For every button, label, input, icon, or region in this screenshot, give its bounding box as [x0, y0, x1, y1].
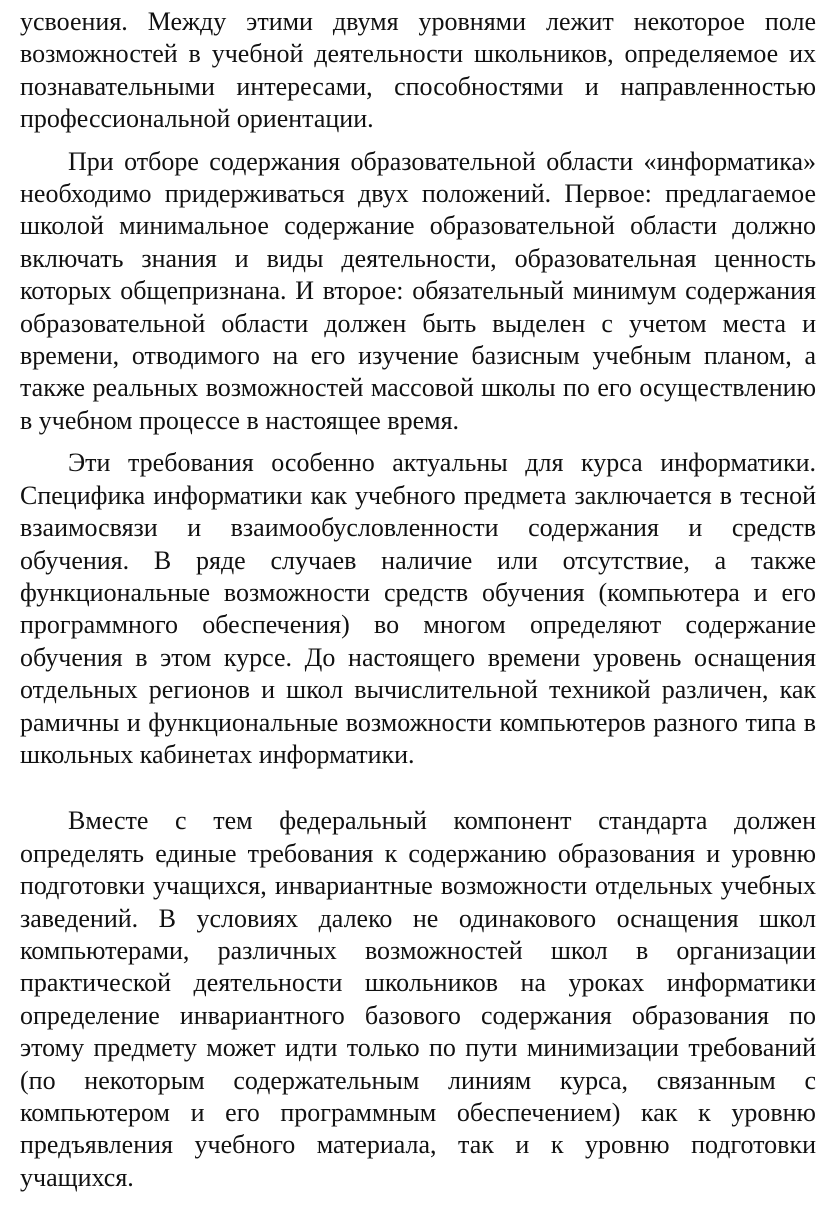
document-page: [20, 0, 816, 1223]
paragraph-gap: [20, 771, 816, 805]
paragraph-3: Эти требования особенно актуальны для курса информатики. Специфика информатики как учебного предмета заключается в тесной взаимосвязи и взаимообусловленности содержания и средств обучения. В ряде случаев наличие или отсутствие, а также функциональные возможности средств обучения (компьютера и его программного обеспечения) во многом определяют содержание обучения в этом курсе. До настоящего времени уровень оснащения отдельных регионов и школ вычислительной техникой различен, как рамичны и функциональные возможности компьютеров разного типа в школьных кабинетах информатики.: [20, 448, 816, 769]
paragraph-2: При отборе содержания образовательной области «информатика» необходимо придерживаться двух положений. Первое: предлагаемое школой минимальное содержание образовательной области должно включать знания и виды деятельности, образовательная ценность которых общепризнана. И второе: обязательный минимум содержания образовательной области должен быть выделен с учетом места и времени, отводимого на его изучение базисным учебным планом, а также реальных возможностей массовой школы по его осуществлению в учебном процессе в настоящее время.: [20, 146, 816, 435]
paragraph-1: усвоения. Между этими двумя уровнями лежит некоторое поле возможностей в учебной деятельности школьников, определяемое их познавательными интересами, способностями и направленностью профессиональной ориентации.: [20, 7, 816, 134]
paragraph-4: Вместе с тем федеральный компонент стандарта должен определять единые требования к содержанию образования и уровню подготовки учащихся, инвариантные возможности отдельных учебных заведений. В условиях далеко не одинакового оснащения школ компьютерами, различных возможностей школ в организации практической деятельности школьников на уроках информатики определение инвариантного базового содержания образования по этому предмету может идти только по пути минимизации требований (по некоторым содержательным линиям курса, связанным с компьютером и его программным обеспечением) как к уровню предъявления учебного материала, так и к уровню подготовки учащихся.: [20, 806, 816, 1192]
